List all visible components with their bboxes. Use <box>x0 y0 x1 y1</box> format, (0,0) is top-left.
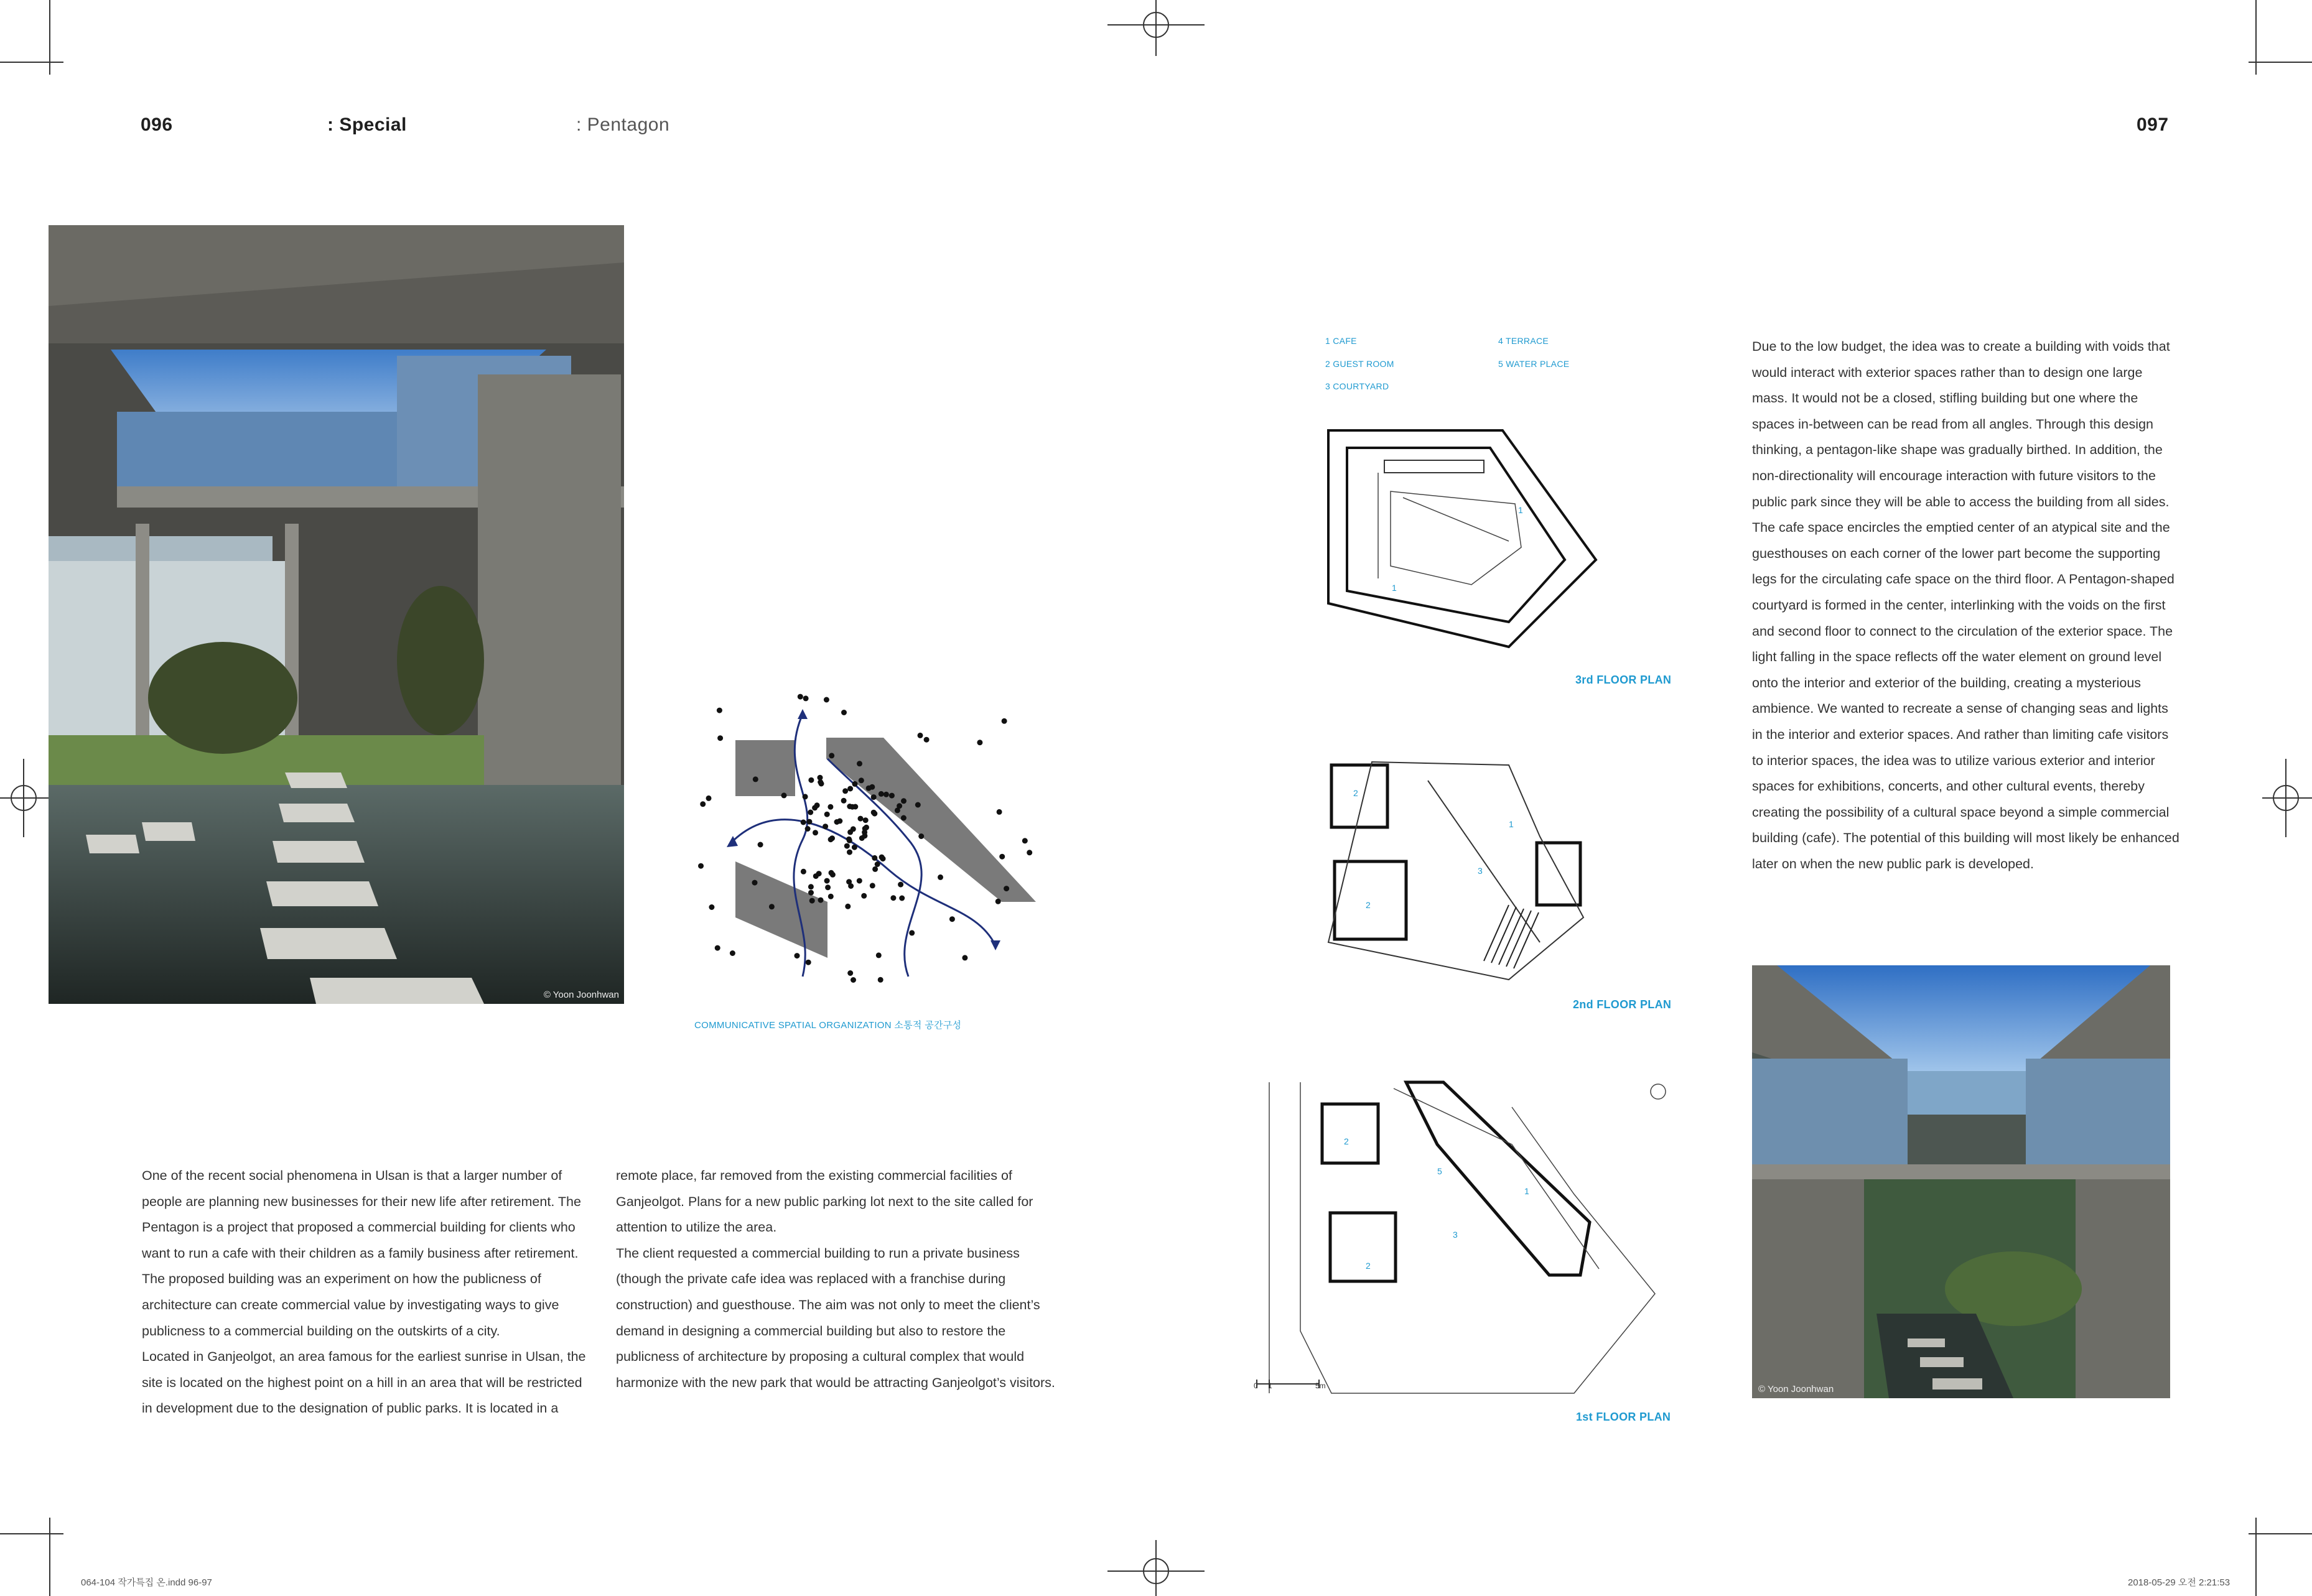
text-line: to interior spaces, the idea was to utilize various exterior and interior <box>1752 753 2155 768</box>
diagram-dot <box>938 875 943 880</box>
legend-item-cafe: 1 CAFE <box>1325 336 1357 346</box>
diagram-dot <box>808 777 814 783</box>
diagram-dot <box>808 810 813 815</box>
diagram-dot <box>857 878 862 884</box>
diagram-dot <box>875 861 880 867</box>
text-line: in development due to the designation of public parks. It is located in a <box>142 1401 559 1416</box>
diagram-dot <box>801 869 806 875</box>
diagram-dot <box>850 804 855 810</box>
plan2-room-guest-b: 2 <box>1366 900 1371 910</box>
text-line: Ganjeolgot. Plans for a new public parking lot next to the site called for <box>616 1194 1033 1209</box>
article-title: : Pentagon <box>576 114 670 135</box>
diagram-dot <box>709 904 714 910</box>
diagram-dot <box>852 845 857 850</box>
page-number-left: 096 <box>141 114 173 135</box>
diagram-dot <box>949 916 955 922</box>
text-line: building (cafe). The potential of this building will most likely be enhanced <box>1752 830 2179 846</box>
diagram-dot <box>851 826 856 832</box>
diagram-dot <box>858 816 864 822</box>
scale-zero: 0 <box>1254 1381 1258 1390</box>
text-line: publicness to a commercial building on the outskirts of a city. <box>142 1323 500 1339</box>
diagram-dot <box>859 777 864 783</box>
text-line: would interact with exterior spaces rather than to design one large <box>1752 364 2143 380</box>
diagram-dot <box>897 803 902 809</box>
diagram-dot <box>846 837 852 842</box>
diagram-dot <box>848 883 854 889</box>
plan3-room-cafe-b: 1 <box>1392 583 1397 593</box>
diagram-dot <box>1027 850 1032 855</box>
scale-five: 5m <box>1315 1381 1326 1390</box>
plan3-room-cafe-a: 1 <box>1518 505 1523 515</box>
diagram-dot <box>890 895 896 901</box>
text-line: mass. It would not be a closed, stifling building but one where the <box>1752 391 2138 406</box>
diagram-dot <box>803 794 808 799</box>
photo-courtyard-left <box>49 225 624 1004</box>
diagram-caption: COMMUNICATIVE SPATIAL ORGANIZATION 소통적 공간구성 <box>694 1020 962 1031</box>
third-floor-plan-title: 3rd FLOOR PLAN <box>1575 674 1672 686</box>
spatial-organization-diagram <box>684 684 1058 1008</box>
plan2-room-cafe: 1 <box>1509 819 1514 829</box>
text-line: (though the private cafe idea was replaced with a franchise during <box>616 1271 1006 1287</box>
text-line: courtyard is formed in the center, interlinking with the voids on the first <box>1752 597 2166 613</box>
diagram-dot <box>878 977 883 983</box>
diagram-dot <box>918 733 923 738</box>
diagram-dot <box>845 904 851 909</box>
diagram-dot <box>844 843 850 849</box>
diagram-dot <box>813 873 819 879</box>
legend-item-terrace: 4 TERRACE <box>1498 336 1549 346</box>
text-line: attention to utilize the area. <box>616 1220 777 1235</box>
diagram-dot <box>918 833 924 839</box>
text-line: site is located on the highest point on a hill in an area that will be restricted <box>142 1375 582 1390</box>
diagram-dot <box>798 694 803 700</box>
diagram-dot <box>842 788 848 794</box>
third-floor-plan <box>1322 423 1596 647</box>
diagram-dot <box>871 794 877 800</box>
text-line: Pentagon is a project that proposed a commercial building for clients who <box>142 1220 576 1235</box>
first-floor-plan <box>1251 1070 1674 1418</box>
diagram-dot <box>828 837 834 842</box>
diagram-dot <box>795 953 800 958</box>
text-line: thinking, a pentagon-like shape was gradually birthed. In addition, the <box>1752 442 2163 458</box>
diagram-dot <box>818 775 823 781</box>
diagram-dot <box>898 882 903 888</box>
diagram-dot <box>995 899 1001 904</box>
diagram-dot <box>864 825 869 830</box>
plan1-room-guest-b: 2 <box>1366 1261 1371 1271</box>
diagram-dot <box>863 817 869 823</box>
diagram-dot <box>758 842 763 848</box>
diagram-dot <box>823 824 828 829</box>
legend-item-guest-room: 2 GUEST ROOM <box>1325 359 1394 369</box>
diagram-dot <box>847 786 853 792</box>
text-line: want to run a cafe with their children as a family business after retirement. <box>142 1245 579 1261</box>
text-line: people are planning new businesses for their new life after retirement. The <box>142 1194 581 1209</box>
diagram-dot <box>841 710 847 715</box>
diagram-dot <box>962 955 967 960</box>
diagram-dot <box>808 884 814 889</box>
diagram-dot <box>901 798 907 804</box>
diagram-dot <box>808 890 814 896</box>
diagram-dot <box>915 802 921 808</box>
text-line: Due to the low budget, the idea was to create a building with voids that <box>1752 339 2170 354</box>
text-line: creating the possibility of a cultural space beyond a simple commercial <box>1752 804 2170 820</box>
text-line: One of the recent social phenomena in Ulsan is that a larger number of <box>142 1168 562 1183</box>
diagram-dot <box>879 855 885 860</box>
legend-item-water-place: 5 WATER PLACE <box>1498 359 1570 369</box>
diagram-dot <box>866 786 872 791</box>
diagram-dot <box>824 697 829 703</box>
diagram-dot <box>899 896 905 901</box>
text-line: spaces for exhibitions, concerts, and other cultural events, thereby <box>1752 779 2145 794</box>
text-line: Located in Ganjeolgot, an area famous for the earliest sunrise in Ulsan, the <box>142 1349 586 1365</box>
plan1-room-courtyard: 3 <box>1453 1230 1458 1240</box>
first-floor-plan-title: 1st FLOOR PLAN <box>1576 1411 1671 1423</box>
section-label: : Special <box>327 114 407 135</box>
text-line: demand in designing a commercial building but also to restore the <box>616 1323 1006 1339</box>
photo-credit-left: © Yoon Joonhwan <box>543 990 619 1000</box>
diagram-dot <box>834 819 840 825</box>
page-number-right: 097 <box>2137 114 2169 135</box>
plan1-room-cafe: 1 <box>1524 1186 1529 1196</box>
text-line: onto the interior and exterior of the building, creating a mysterious <box>1752 675 2142 690</box>
text-line: The cafe space encircles the emptied center of an atypical site and the <box>1752 520 2170 536</box>
text-line: architecture can create commercial value by investigating ways to give <box>142 1297 559 1312</box>
diagram-dot <box>872 811 877 817</box>
text-line: ambience. We wanted to recreate a sense of changing seas and lights <box>1752 701 2168 717</box>
diagram-dot <box>698 863 704 869</box>
diagram-dot <box>753 776 758 782</box>
diagram-dot <box>717 708 722 713</box>
text-line: in the interior and exterior spaces. And rather than limiting cafe visitors <box>1752 726 2169 742</box>
diagram-dot <box>876 952 882 958</box>
photo-credit-right: © Yoon Joonhwan <box>1758 1384 1834 1394</box>
plan2-room-guest-a: 2 <box>1353 788 1358 798</box>
diagram-dot <box>999 854 1005 860</box>
diagram-dot <box>977 740 982 745</box>
footer-date: 2018-05-29 오전 2:21:53 <box>2128 1577 2230 1588</box>
diagram-dot <box>909 930 915 935</box>
diagram-dot <box>803 695 809 701</box>
diagram-dot <box>862 833 867 838</box>
diagram-dot <box>852 781 858 787</box>
text-line: spaces in-between can be read from all angles. Through this design <box>1752 416 2153 432</box>
diagram-dot <box>857 761 862 766</box>
diagram-dot <box>861 893 867 899</box>
legend-item-courtyard: 3 COURTYARD <box>1325 381 1389 391</box>
diagram-dot <box>824 878 830 884</box>
text-line: and second floor to connect to the circulation of the exterior space. The <box>1752 623 2173 639</box>
diagram-dot <box>872 866 878 872</box>
second-floor-plan-title: 2nd FLOOR PLAN <box>1573 998 1672 1011</box>
diagram-dot <box>809 898 815 904</box>
plan1-room-water: 5 <box>1437 1166 1442 1176</box>
text-line: remote place, far removed from the existing commercial facilities of <box>616 1168 1012 1183</box>
diagram-dot <box>806 960 811 965</box>
text-line: publicness of architecture by proposing a cultural complex that would <box>616 1349 1025 1365</box>
diagram-dot <box>752 880 758 886</box>
text-line: non-directionality will encourage interaction with future visitors to the <box>1752 468 2156 483</box>
diagram-dot <box>769 904 775 909</box>
text-line: The proposed building was an experiment on how the publicness of <box>142 1271 541 1287</box>
diagram-dot <box>781 792 787 798</box>
body-text-right <box>1752 334 2188 877</box>
diagram-dot <box>805 826 811 832</box>
diagram-dot <box>813 830 818 835</box>
diagram-dot <box>825 884 831 890</box>
diagram-dot <box>700 801 706 807</box>
diagram-dot <box>717 735 723 741</box>
diagram-dot <box>847 970 853 976</box>
diagram-dot <box>814 802 820 808</box>
diagram-dot <box>851 977 856 983</box>
diagram-dot <box>715 945 720 951</box>
plan2-room-courtyard: 3 <box>1478 866 1483 876</box>
diagram-dot <box>847 850 852 855</box>
text-line: construction) and guesthouse. The aim was not only to meet the client’s <box>616 1297 1040 1312</box>
diagram-dot <box>824 812 830 817</box>
diagram-dot <box>829 753 834 758</box>
body-text-left-col1 <box>142 1163 602 1422</box>
text-line: light falling in the space reflects off the water element on ground level <box>1752 649 2162 665</box>
diagram-dot <box>706 796 712 801</box>
photo-courtyard-right <box>1752 965 2170 1398</box>
diagram-dot <box>1004 886 1009 891</box>
diagram-dot <box>879 791 884 797</box>
text-line: The client requested a commercial building to run a private business <box>616 1245 1020 1261</box>
diagram-dot <box>1002 718 1007 724</box>
text-line: later on when the new public park is developed. <box>1752 856 2034 871</box>
diagram-dot <box>829 870 834 876</box>
diagram-dot <box>872 855 877 861</box>
diagram-dot <box>841 798 847 804</box>
photo-courtyard-left-illustration <box>49 225 624 1004</box>
plan1-room-guest-a: 2 <box>1344 1136 1349 1146</box>
diagram-dot <box>818 898 824 903</box>
diagram-dot <box>901 815 907 821</box>
diagram-dot <box>1022 838 1028 843</box>
diagram-dot <box>997 809 1002 815</box>
diagram-dot <box>828 894 834 899</box>
diagram-dot <box>924 737 930 743</box>
photo-courtyard-right-illustration <box>1752 965 2170 1398</box>
diagram-dot <box>889 793 895 799</box>
scale-one: 1 <box>1268 1381 1272 1390</box>
diagram-dot <box>870 883 875 888</box>
diagram-dot <box>827 804 833 810</box>
diagram-dot <box>806 819 812 825</box>
text-line: harmonize with the new park that would be attracting Ganjeolgot’s visitors. <box>616 1375 1055 1390</box>
footer-file-info: 064-104 작가특집 온.indd 96-97 <box>81 1577 212 1588</box>
body-text-left-col2 <box>616 1163 1089 1396</box>
second-floor-plan <box>1322 756 1608 980</box>
diagram-dot <box>883 792 889 797</box>
diagram-dot <box>801 820 806 825</box>
text-line: legs for the circulating cafe space on the third floor. A Pentagon-shaped <box>1752 572 2174 587</box>
text-line: public park since they will be able to access the building from all sides. <box>1752 494 2170 509</box>
diagram-dot <box>730 950 735 956</box>
text-line: guesthouses on each corner of the lower part become the supporting <box>1752 545 2161 561</box>
